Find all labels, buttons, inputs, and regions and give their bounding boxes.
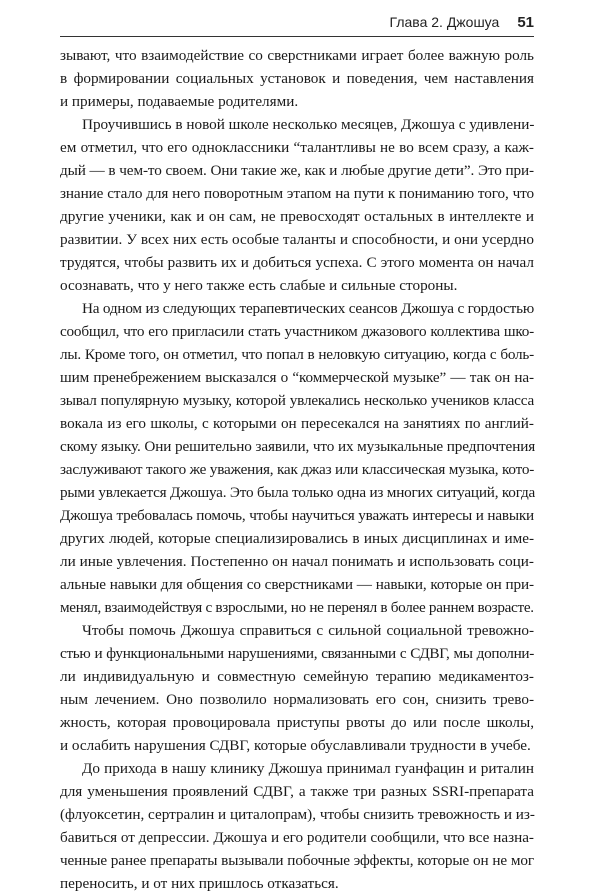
- text-line: других людей, которые специализировались в иных дисциплинах и име-: [60, 530, 534, 547]
- running-header: [60, 14, 534, 31]
- text-line: развитии. У всех них есть особые таланты и способности, и они усердно: [60, 231, 534, 248]
- text-line: ли иные увлечения. Постепенно он начал понимать и использовать соци-: [60, 553, 534, 570]
- text-line: лы. Кроме того, он отметил, что попал в неловкую ситуацию, когда с боль-: [60, 346, 534, 363]
- text-line: скому языку. Они решительно заявили, что их музыкальные предпочтения: [60, 438, 536, 455]
- text-line: рыми увлекается Джошуа. Это была только одна из многих ситуаций, когда: [60, 484, 536, 501]
- text-line: Джошуа требовалась помочь, чтобы научиться уважать интересы и навыки: [60, 507, 534, 524]
- text-line: в формировании социальных установок и поведения, чем наставления: [60, 70, 534, 87]
- chapter-title: Глава 2. Джошуа: [389, 14, 500, 30]
- text-line: На одном из следующих терапевтических сеансов Джошуа с гордостью: [82, 300, 534, 317]
- paragraph: [60, 113, 534, 297]
- text-line: Проучившись в новой школе несколько месяцев, Джошуа с удивлени-: [82, 116, 535, 133]
- text-line: зывал популярную музыку, которой увлекались несколько учеников класса: [60, 392, 534, 409]
- text-line: шим пренебрежением высказался о “коммерческой музыке” — так он на-: [60, 369, 534, 386]
- text-line: осознавать, что у него также есть слабые и сильные стороны.: [60, 277, 458, 294]
- paragraph: [60, 297, 534, 619]
- paragraph: [60, 757, 534, 895]
- text-line: другие ученики, как и он сам, не превосходят остальных в интеллекте и: [60, 208, 534, 225]
- text-line: трудятся, чтобы развить их и добиться успеха. С этого момента он начал: [60, 254, 534, 271]
- text-line: стью и функциональными нарушениями, связанными с СДВГ, мы дополни-: [60, 645, 534, 662]
- header-rule: [60, 36, 534, 37]
- text-line: и ослабить нарушения СДВГ, которые обуславливали трудности в учебе.: [60, 737, 531, 754]
- text-line: для уменьшения проявлений СДВГ, а также три разных SSRI-препарата: [60, 783, 534, 800]
- text-line: ем отметил, что его одноклассники “талантливы не во всем сразу, а каж-: [60, 139, 534, 156]
- text-line: бавиться от депрессии. Джошуа и его родители сообщили, что все назна-: [60, 829, 534, 846]
- text-line: До прихода в нашу клинику Джошуа принимал гуанфацин и риталин: [82, 760, 534, 777]
- text-line: и примеры, подаваемые родителями.: [60, 93, 299, 110]
- text-line: менял, взаимодействуя с взрослыми, но не перенял в более раннем возрасте.: [60, 599, 534, 616]
- text-line: переносить, и от них пришлось отказаться.: [60, 875, 339, 892]
- text-line: Чтобы помочь Джошуа справиться с сильной социальной тревожно-: [82, 622, 534, 639]
- text-line: заслуживают такого же уважения, как джаз или классическая музыка, кото-: [60, 461, 535, 478]
- body-text: [60, 44, 534, 895]
- text-line: ченные ранее препараты вызывали побочные эффекты, которые он не мог: [60, 852, 534, 869]
- text-line: жность, которая провоцировала приступы рвоты до или после школы,: [60, 714, 534, 731]
- text-line: ным лечением. Оно позволило нормализовать его сон, снизить трево-: [60, 691, 534, 708]
- text-line: знание стало для него поворотным этапом на пути к пониманию того, что: [60, 185, 534, 202]
- text-line: зывают, что взаимодействие со сверстниками играет более важную роль: [60, 47, 534, 64]
- text-line: дый — в чем-то своем. Они такие же, как и любые другие дети”. Это при-: [60, 162, 534, 179]
- paragraph: [60, 44, 534, 113]
- page-number: 51: [517, 14, 534, 31]
- text-line: ли индивидуальную и совместную семейную терапию медикаментоз-: [60, 668, 534, 685]
- text-line: (флуоксетин, сертралин и циталопрам), чтобы снизить тревожность и из-: [60, 806, 535, 823]
- text-line: альные навыки для общения со сверстниками — навыки, которые он при-: [60, 576, 534, 593]
- paragraph: [60, 619, 534, 757]
- text-line: сообщил, что его пригласили стать участником джазового коллектива шко-: [60, 323, 534, 340]
- text-line: вокала из его школы, с которыми он пересекался на занятиях по англий-: [60, 415, 534, 432]
